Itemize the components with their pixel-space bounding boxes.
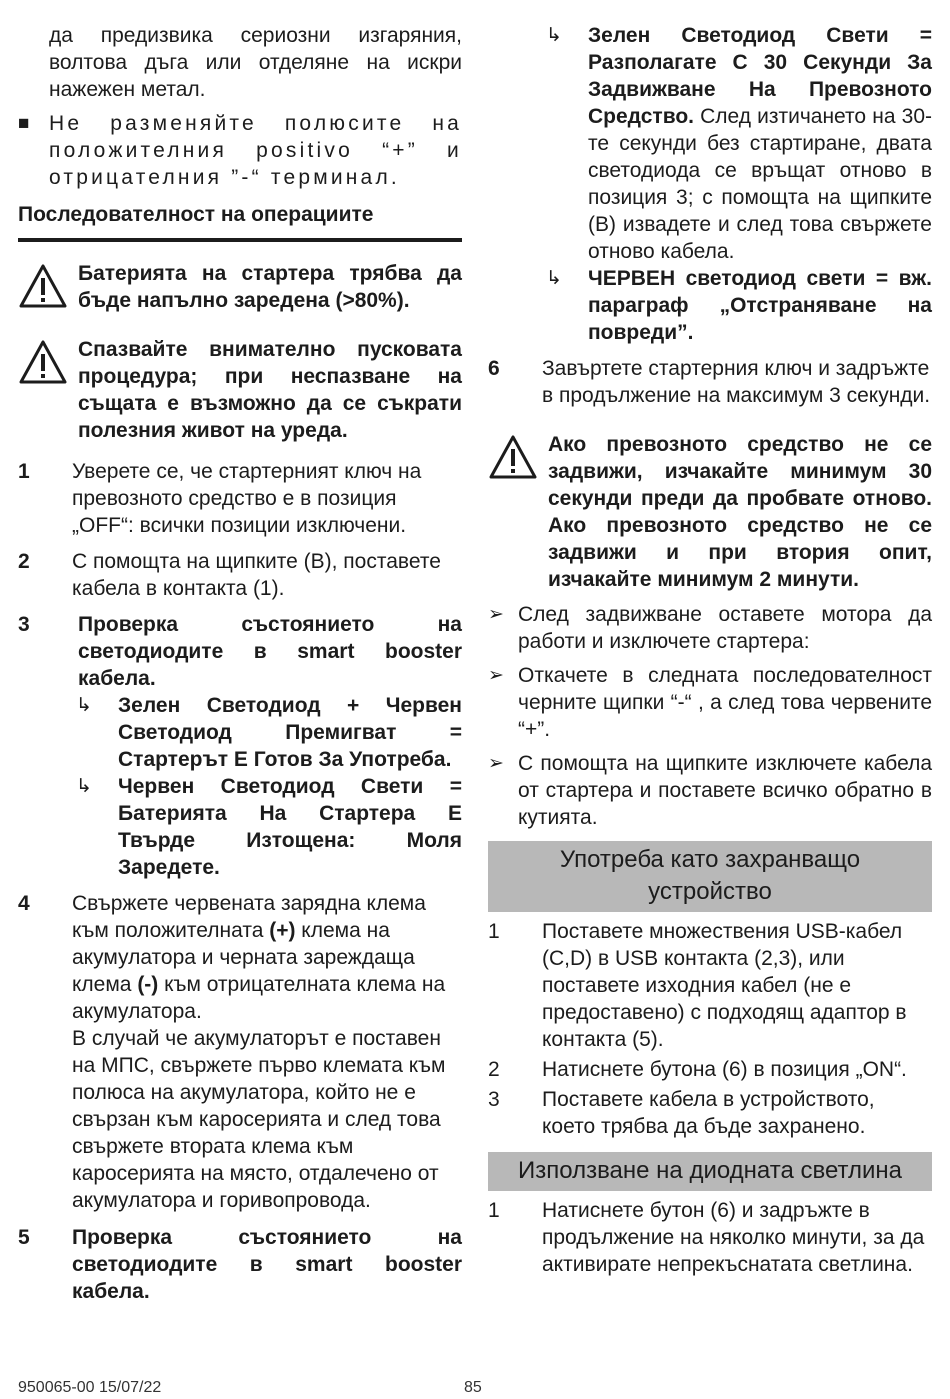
numbered-step [488, 1086, 932, 1140]
sub-item [72, 773, 462, 881]
hook-arrow-icon: ↳ [76, 695, 92, 716]
step-item [18, 458, 462, 539]
arrow-list-item [488, 601, 932, 655]
section-title: Последователност на операциите [18, 201, 462, 242]
warning-triangle-icon [18, 260, 78, 316]
sub-item-text: ЧЕРВЕН светодиод свети = вж. параграф „Отстраняване на повреди”. [588, 267, 932, 344]
bullet-text: Не разменяйте полюсите на положителния positivo “+” и отрицателния ”-“ терминал. [49, 112, 462, 189]
step-number: 2 [488, 1058, 500, 1081]
numbered-step [488, 1197, 932, 1278]
step-text: Уверете се, че стартерният ключ на превозното средство е в позиция „OFF“: всички позиции изключени. [72, 460, 422, 537]
arrow-list-item [488, 750, 932, 831]
step-5-subitems [488, 22, 932, 346]
numbered-step [488, 918, 932, 1053]
arrowhead-bullet-icon: ➢ [488, 604, 504, 625]
step-number: 6 [488, 357, 500, 380]
step-text: Завъртете стартерния ключ и задръжте в продължение на максимум 3 секунди. [542, 357, 931, 407]
step-text: Свържете червената зарядна клема към положителната (+) клема на акумулатора и черната зареждаща клема (-) към отрицателната клема на акумулатора. [72, 892, 446, 1023]
step-item [18, 611, 462, 692]
step-number: 1 [488, 1199, 500, 1222]
step-text: Натиснете бутона (6) в позиция „ON“. [542, 1058, 907, 1081]
hook-arrow-icon: ↳ [546, 268, 562, 289]
sub-item-text: Зелен Светодиод Свети = Разполагате С 30 Секунди За Задвижване На Превозното Средство. След изтичането на 30-те секунди без стартиране, двата светодиода се връщат отново в позиция 3; с помощта на щипките (B) извадете и след това свържете отново кабела. [588, 24, 932, 263]
arrow-list-item [488, 662, 932, 743]
warning-text: Спазвайте внимателно пусковата процедура; при неспазване на същата е възможно да се съкрати полезния живот на уреда. [78, 338, 462, 442]
step-text: Проверка състоянието на светодиодите в smart booster кабела. [72, 1226, 462, 1303]
arrowhead-bullet-icon: ➢ [488, 665, 504, 686]
sub-item [542, 265, 932, 346]
footer-code: 950065-00 15/07/22 [18, 1379, 162, 1396]
section-heading: Употреба като захранващо устройство [488, 841, 932, 912]
sub-item [72, 692, 462, 773]
warning-text: Ако превозното средство не се задвижи, изчакайте минимум 30 секунди преди да пробвате отново. Ако превозното средство не се задвижи и при втория опит, изчакайте минимум 2 минути. [548, 433, 932, 591]
step-text: С помощта на щипките (B), поставете кабела в контакта (1). [72, 550, 441, 600]
right-column [488, 22, 932, 1278]
hook-arrow-icon: ↳ [76, 776, 92, 797]
step-3-subitems [18, 692, 462, 881]
sub-item-text: Червен Светодиод Свети = Батерията На Стартера Е Твърде Изтощена: Моля Заредете. [118, 775, 462, 879]
step-number: 3 [488, 1088, 500, 1111]
intro-continuation: да предизвика сериозни изгаряния, волтова дъга или отделяне на искри нажежен метал. [49, 24, 462, 101]
warning-block [18, 336, 462, 444]
warning-text: Батерията на стартера трябва да бъде напълно заредена (>80%). [78, 262, 462, 312]
hook-arrow-icon: ↳ [546, 25, 562, 46]
step-item [18, 890, 462, 1214]
warning-block [488, 431, 932, 593]
step-text-extra: В случай че акумулаторът е поставен на МПС, свържете първо клемата към полюса на акумулатора, който не е свързан към каросерията и след това свържете втората клема към каросерията на място, отдалечено от акумулатора и горивопровода. [72, 1027, 446, 1212]
step-number: 5 [18, 1226, 30, 1249]
step-text: Поставете множествения USB-кабел (C,D) в USB контакта (2,3), или поставете изходния кабел (не е предоставено) с подходящ адаптор в контакта (5). [542, 920, 907, 1051]
sub-item-text: Зелен Светодиод + Червен Светодиод Премигват = Стартерът Е Готов За Употреба. [118, 694, 462, 771]
warning-block [18, 260, 462, 316]
square-bullet-icon: ■ [18, 113, 30, 134]
step-item [488, 355, 932, 409]
arrow-item-text: Откачете в следната последователност черните щипки “-“ , а след това червените “+”. [518, 664, 932, 741]
step-number: 4 [18, 892, 30, 915]
arrowhead-bullet-icon: ➢ [488, 753, 504, 774]
step-item [18, 548, 462, 602]
step-number: 2 [18, 550, 30, 573]
page-number: 85 [464, 1379, 482, 1396]
section-heading: Използване на диодната светлина [488, 1152, 932, 1191]
bullet-item [18, 110, 462, 191]
step-number: 1 [488, 920, 500, 943]
numbered-step [488, 1056, 932, 1083]
warning-triangle-icon [488, 431, 548, 593]
step-item [18, 1224, 462, 1305]
step-text: Проверка състоянието на светодиодите в smart booster кабела. [78, 613, 462, 690]
left-column [18, 22, 462, 1305]
step-number: 1 [18, 460, 30, 483]
step-number: 3 [18, 613, 30, 636]
step-text: Натиснете бутон (6) и задръжте в продължение на няколко минути, за да активирате непрекъснатата светлина. [542, 1199, 925, 1276]
arrow-item-text: След задвижване оставете мотора да работи и изключете стартера: [518, 603, 932, 653]
sub-item [542, 22, 932, 265]
step-text: Поставете кабела в устройството, което трябва да бъде захранено. [542, 1088, 875, 1138]
warning-triangle-icon [18, 336, 78, 444]
arrow-item-text: С помощта на щипките изключете кабела от стартера и поставете всичко обратно в кутията. [518, 752, 932, 829]
